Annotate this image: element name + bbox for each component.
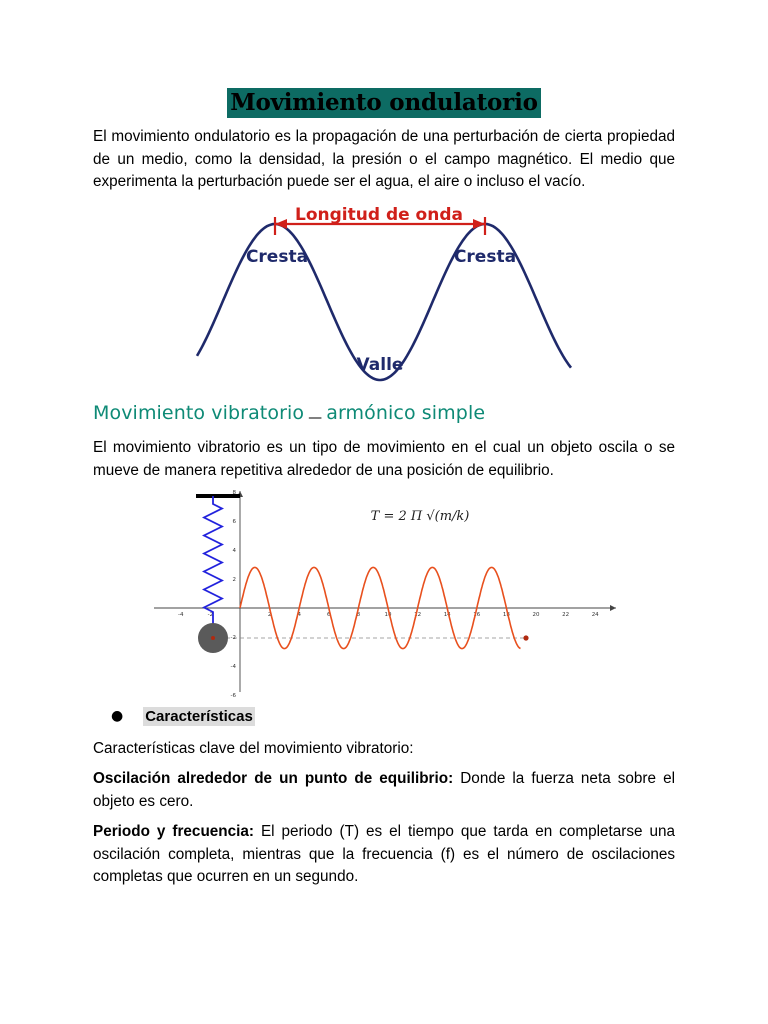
y-tick-label: 6 bbox=[232, 519, 236, 525]
x-tick-label: 18 bbox=[502, 612, 510, 618]
page-title: Movimiento ondulatorio bbox=[227, 88, 541, 118]
wave-diagram bbox=[197, 198, 571, 386]
spring-oscillation-diagram bbox=[150, 488, 620, 699]
bullet-dot: ● bbox=[111, 708, 124, 724]
trough-label: Valle bbox=[356, 355, 404, 375]
characteristics-bullet bbox=[111, 705, 255, 727]
section-heading bbox=[93, 402, 485, 424]
x-tick-label: 8 bbox=[356, 612, 361, 618]
y-tick-label: -4 bbox=[230, 664, 236, 670]
x-tick-label: 10 bbox=[384, 612, 392, 618]
characteristic-term: Oscilación alrededor de un punto de equilibrio: bbox=[93, 770, 454, 787]
characteristics-label: Características bbox=[145, 707, 253, 725]
wave-end-point bbox=[523, 635, 528, 640]
x-tick-label: 22 bbox=[562, 612, 570, 618]
x-tick-label: -2 bbox=[207, 612, 214, 618]
spring-icon bbox=[204, 496, 222, 624]
characteristic-item bbox=[93, 821, 675, 889]
x-tick-label: 4 bbox=[297, 612, 301, 618]
x-tick-label: 20 bbox=[532, 612, 540, 618]
x-tick-label: 16 bbox=[473, 612, 481, 618]
mass-center-point bbox=[211, 636, 215, 640]
wavelength-label: Longitud de onda bbox=[295, 205, 463, 225]
period-formula: T = 2 Π √(m/k) bbox=[370, 509, 470, 524]
section-heading-part2: armónico simple bbox=[326, 402, 486, 424]
x-tick-label: -4 bbox=[178, 612, 184, 618]
characteristics-intro: Características clave del movimiento vibratorio: bbox=[93, 740, 414, 757]
characteristic-text: El periodo (T) es el tiempo que tarda en completarse una oscilación completa, mientras que la frecuencia (f) es el número de oscilaciones completas que ocurren en un segundo. bbox=[93, 823, 675, 885]
section-heading-dash: — bbox=[308, 410, 323, 426]
y-tick-label: -6 bbox=[230, 693, 236, 699]
crest-label-left: Cresta bbox=[245, 247, 309, 267]
x-tick-label: 14 bbox=[443, 612, 451, 618]
y-tick-label: 8 bbox=[232, 490, 236, 496]
characteristic-term: Periodo y frecuencia: bbox=[93, 823, 254, 840]
x-tick-label: 6 bbox=[327, 612, 331, 618]
x-tick-label: 12 bbox=[414, 612, 422, 618]
crest-label-right: Cresta bbox=[453, 247, 517, 267]
characteristic-text: Donde la fuerza neta sobre el objeto es cero. bbox=[93, 770, 675, 810]
y-tick-label: 4 bbox=[232, 548, 236, 554]
y-tick-label: 2 bbox=[232, 577, 236, 583]
characteristic-item bbox=[93, 768, 675, 813]
intro-paragraph: El movimiento ondulatorio es la propagación de una perturbación de cierta propiedad de un medio, como la densidad, la presión o el campo magnético. El medio que experimenta la perturbación puede ser el agua, el aire o incluso el vacío. bbox=[93, 128, 675, 190]
section-heading-part1: Movimiento vibratorio bbox=[93, 402, 305, 424]
x-tick-label: 2 bbox=[267, 612, 272, 618]
x-tick-label: 24 bbox=[591, 612, 599, 618]
y-tick-label: -2 bbox=[230, 635, 236, 641]
section-paragraph: El movimiento vibratorio es un tipo de movimiento en el cual un objeto oscila o se mueve de manera repetitiva alrededor de una posición de equilibrio. bbox=[93, 439, 675, 479]
y-tick-labels bbox=[231, 490, 237, 699]
title-wrapper bbox=[0, 88, 768, 118]
